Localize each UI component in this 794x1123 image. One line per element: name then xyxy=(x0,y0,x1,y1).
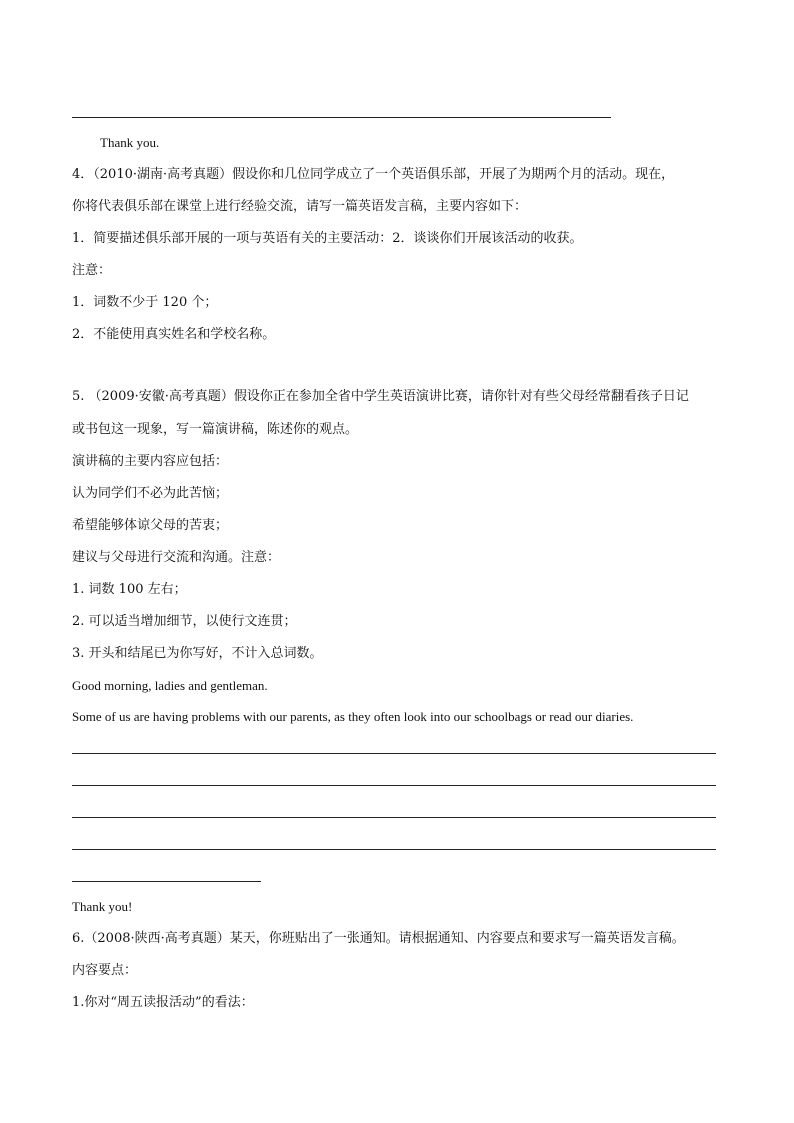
q5-line-3: 演讲稿的主要内容应包括： xyxy=(72,454,229,469)
writing-line xyxy=(72,785,716,786)
writing-line xyxy=(72,881,261,882)
writing-line xyxy=(72,753,716,754)
writing-line xyxy=(72,817,716,818)
q4-note-1: 1．词数不少于 120 个； xyxy=(72,295,218,310)
q5-opening-1: Good morning, ladies and gentleman. xyxy=(72,678,268,693)
q5-point-1: 认为同学们不必为此苦恼； xyxy=(72,486,229,501)
q5-req-1: 1. 词数 100 左右； xyxy=(72,582,187,597)
q5-point-2: 希望能够体谅父母的苦衷； xyxy=(72,518,229,533)
q5-opening-2: Some of us are having problems with our parents, as they often look into our schoolbags or read our diaries. xyxy=(72,709,634,724)
q5-line-1: 5. （2009·安徽·高考真题）假设你正在参加全省中学生英语演讲比赛，请你针对有些父母经常翻看孩子日记 xyxy=(72,389,689,404)
answer-line xyxy=(72,117,611,118)
closing-text: Thank you. xyxy=(100,135,160,150)
q4-line-3: 1．简要描述俱乐部开展的一项与英语有关的主要活动：2．谈谈你们开展该活动的收获。 xyxy=(72,231,583,246)
q5-req-2: 2. 可以适当增加细节，以使行文连贯； xyxy=(72,614,297,629)
q4-note-label: 注意： xyxy=(72,263,112,278)
q6-line-2: 内容要点： xyxy=(72,963,138,978)
q4-note-2: 2．不能使用真实姓名和学校名称。 xyxy=(72,327,276,342)
q5-line-2: 或书包这一现象，写一篇演讲稿，陈述你的观点。 xyxy=(72,422,359,437)
q4-line-1: 4．（2010·湖南·高考真题）假设你和几位同学成立了一个英语俱乐部，开展了为期两个月的活动。现在， xyxy=(72,167,675,182)
writing-line xyxy=(72,849,716,850)
q6-line-1: 6.（2008·陕西·高考真题）某天，你班贴出了一张通知。请根据通知、内容要点和要求写一篇英语发言稿。 xyxy=(72,931,685,946)
q5-closing: Thank you! xyxy=(72,899,133,914)
q5-req-3: 3. 开头和结尾已为你写好，不计入总词数。 xyxy=(72,646,323,661)
q6-line-3: 1.你对“周五读报活动”的看法： xyxy=(72,995,254,1010)
q4-line-2: 你将代表俱乐部在课堂上进行经验交流，请写一篇英语发言稿，主要内容如下： xyxy=(72,199,528,214)
q5-point-3: 建议与父母进行交流和沟通。注意： xyxy=(72,550,281,565)
